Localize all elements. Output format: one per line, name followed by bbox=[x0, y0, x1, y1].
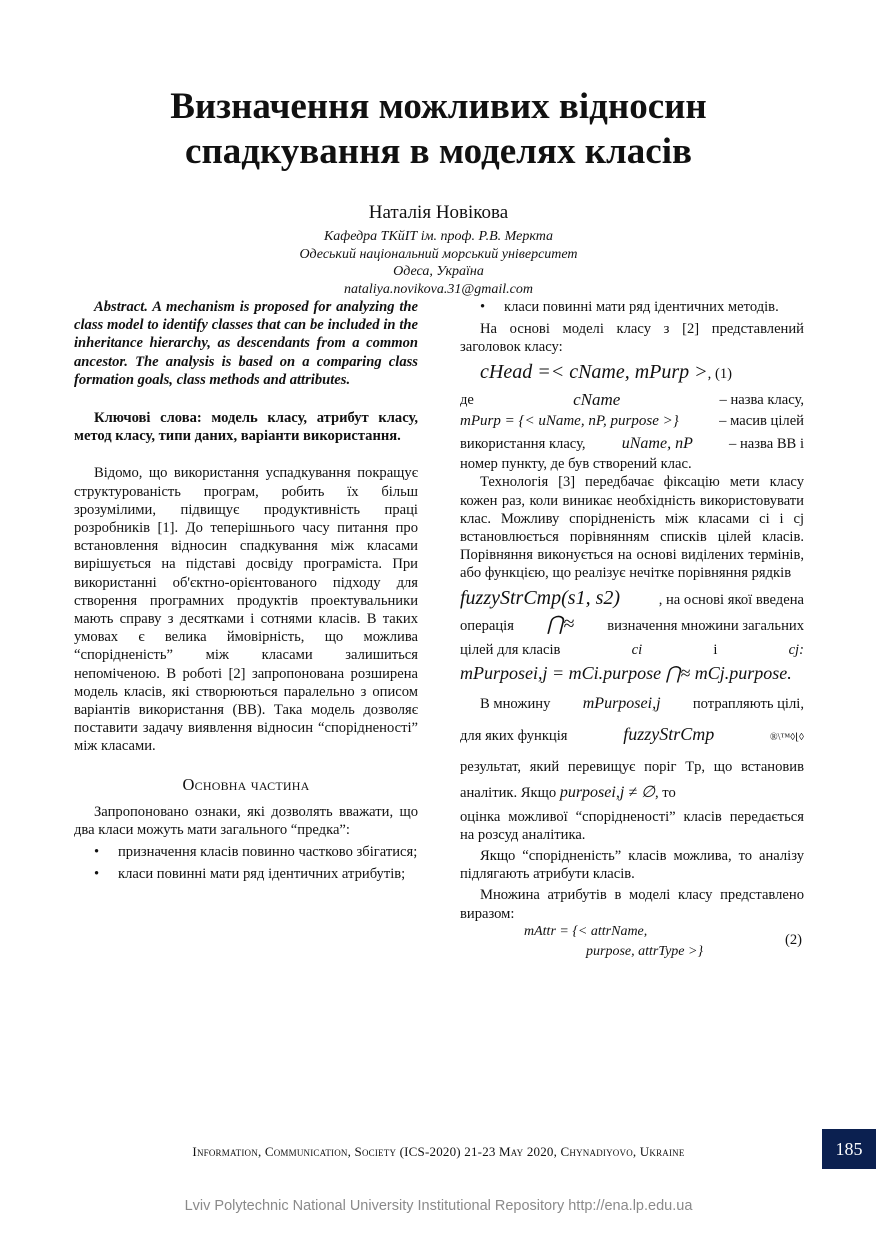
purpose-not-empty-formula: purposei,j ≠ ∅ bbox=[559, 783, 655, 801]
text-common-set: визначення множини загальних bbox=[607, 617, 804, 634]
paragraph-definitions-tail: номер пункту, де був створений клас. bbox=[460, 456, 692, 473]
text-use-case-name: – назва ВВ і bbox=[729, 436, 804, 453]
text-result-threshold: результат, який перевищує поріг Tp, що встановив аналітик. Якщо bbox=[460, 758, 804, 801]
text-in-set: В множину bbox=[480, 696, 551, 713]
bullet-item bbox=[460, 298, 804, 316]
paragraph-set-line4: оцінка можливої “спорідненості” класів передається на розсуд аналітика. bbox=[460, 808, 804, 843]
fuzzy-intersection-symbol: ⋂≈ bbox=[546, 612, 575, 635]
section-paragraph: Запропоновано ознаки, які дозволять вважати, що два класи можуть мати загального “предка”: bbox=[74, 803, 418, 839]
affiliation-city: Одеса, Україна bbox=[393, 264, 484, 279]
text-based-on: , на основі якої введена bbox=[658, 591, 804, 608]
uname-symbol: uName, nP bbox=[621, 435, 693, 453]
text-for-which-function: для яких функція bbox=[460, 728, 568, 745]
garbled-symbol: ®\™◊⌊◊ bbox=[770, 732, 804, 744]
author-name: Наталія Новікова bbox=[368, 202, 509, 223]
affiliation-university: Одеський національний морський університет bbox=[299, 246, 578, 262]
equation-2-line2: purpose, attrType >} bbox=[586, 943, 704, 959]
cj-symbol: cj: bbox=[788, 642, 804, 659]
text-goals-array: – масив цілей bbox=[719, 412, 804, 429]
author-email: nataliya.novikova.31@gmail.com bbox=[343, 281, 533, 297]
text-then: , то bbox=[655, 784, 676, 801]
paper-title bbox=[0, 84, 877, 174]
paragraph-fuzzy-line bbox=[460, 586, 804, 609]
page-number: 185 bbox=[822, 1129, 876, 1169]
bullet-text: класи повинні мати ряд ідентичних атрибутів; bbox=[118, 866, 406, 883]
paragraph-class-header: На основі моделі класу з [2] представлений заголовок класу: bbox=[460, 321, 804, 356]
text-goals-for-classes: цілей для класів bbox=[460, 642, 561, 659]
paragraph-attributes-set: Множина атрибутів в моделі класу представлено виразом: bbox=[460, 887, 804, 922]
section-heading-text: Основна частина bbox=[182, 774, 310, 794]
bullet-dot-icon: • bbox=[94, 844, 100, 861]
bullet-dot-icon: • bbox=[480, 299, 486, 315]
equation-1-number: , (1) bbox=[707, 365, 732, 382]
bullet-text: призначення класів повинно частково збігатися; bbox=[118, 844, 418, 861]
left-column bbox=[74, 298, 418, 884]
bullet-dot-icon: • bbox=[94, 866, 100, 883]
fuzzy-compare-formula: fuzzyStrCmp(s1, s2) bbox=[460, 586, 621, 609]
mpurp-formula: mPurp = {< uName, nP, purpose >} bbox=[460, 412, 679, 429]
equation-1 bbox=[480, 359, 804, 387]
fuzzy-function-symbol: fuzzyStrCmp bbox=[623, 724, 715, 745]
intro-paragraph: Відомо, що використання успадкування покращує структурованість програм, робить їх більш зрозумілими, підвищує продуктивність праці розробників [1]. До теперішнього часу питання про встановлення відносин спадкування між класами вирішується на підставі досвіду програміста. При використанні об'єктно-орієнтованого підходу для створення програмних продуктів проектувальники мають справу з десятками і сотнями класів. В таких умовах є велика ймовірність, що можлива “спорідненість” між класами залишиться непоміченою. В роботі [2] запропонована розширена модель класів, які створюються паралельно з описом варіантів використання (ВВ). Така модель дозволяє поставити задачу виявлення відносин “спорідненості” між класами. bbox=[74, 465, 418, 755]
title-line-2: спадкування в моделях класів bbox=[185, 131, 692, 172]
text-class-name: – назва класу, bbox=[719, 391, 804, 408]
paragraph-operation-line bbox=[460, 612, 804, 635]
abstract: Abstract. A mechanism is proposed for analyzing the class model to identify classes that can be included in the inheritance hierarchy, as descendants from a common ancestor. The analysis is based on a comparing class formation goals, class methods and attributes. bbox=[74, 299, 418, 388]
right-column bbox=[460, 298, 804, 967]
bullet-text: класи повинні мати ряд ідентичних методів. bbox=[504, 299, 779, 315]
affiliation-block bbox=[0, 228, 877, 298]
cname-symbol: cName bbox=[573, 389, 621, 409]
equation-2 bbox=[460, 923, 804, 967]
paragraph-definitions-line1 bbox=[460, 391, 804, 409]
section-heading bbox=[74, 776, 418, 794]
repository-watermark: Lviv Polytechnic National University Institutional Repository http://ena.lp.edu.ua bbox=[184, 1198, 693, 1214]
conference-footer: Information, Communication, Society (ICS-2020) 21-23 May 2020, Chynadiyovo, Ukraine bbox=[192, 1144, 685, 1159]
paragraph-technology: Технологія [3] передбачає фіксацію мети класу кожен раз, коли виникає необхідність використовувати клас. Можливу спорідненість між класами ci і cj встановлюється порівнянням списків цілей класів. Порівняння виконується на основі виділених термінів, або функцією, що реалізує нечітке порівняння рядків bbox=[460, 474, 804, 582]
bullet-item bbox=[74, 865, 418, 883]
equation-1-body: cHead =< cName, mPurp > bbox=[480, 360, 708, 383]
equation-2-line1: mAttr = {< attrName, bbox=[524, 923, 648, 939]
title-line-1: Визначення можливих відносин bbox=[170, 86, 707, 127]
mpurpose-symbol: mPurposei,j bbox=[582, 695, 661, 713]
keywords: Ключові слова: модель класу, атрибут класу, метод класу, типи даних, варіанти використання. bbox=[74, 410, 418, 445]
equation-2-number: (2) bbox=[784, 931, 802, 948]
paragraph-definitions-line2 bbox=[460, 412, 804, 430]
paragraph-goals-line bbox=[460, 641, 804, 659]
equation-mpurpose: mPurposei,j = mCi.purpose ⋂≈ mCj.purpose. bbox=[460, 663, 792, 684]
bullet-item bbox=[74, 843, 418, 861]
text-operation: операція bbox=[460, 617, 514, 634]
text-de: де bbox=[460, 391, 474, 408]
paragraph-set-line3 bbox=[460, 754, 804, 806]
text-goals-fall: потрапляють цілі, bbox=[692, 696, 804, 713]
paragraph-set-line1 bbox=[480, 695, 804, 713]
affiliation-department: Кафедра ТКйІТ ім. проф. Р.В. Меркта bbox=[323, 229, 553, 244]
text-and: і bbox=[713, 642, 718, 659]
ci-symbol: ci bbox=[631, 642, 643, 659]
paragraph-definitions-line3 bbox=[460, 435, 804, 453]
paragraph-set-line2 bbox=[460, 725, 804, 747]
paragraph-attributes: Якщо “спорідненість” класів можлива, то аналізу підлягають атрибути класів. bbox=[460, 848, 804, 883]
text-class-use: використання класу, bbox=[460, 436, 586, 453]
